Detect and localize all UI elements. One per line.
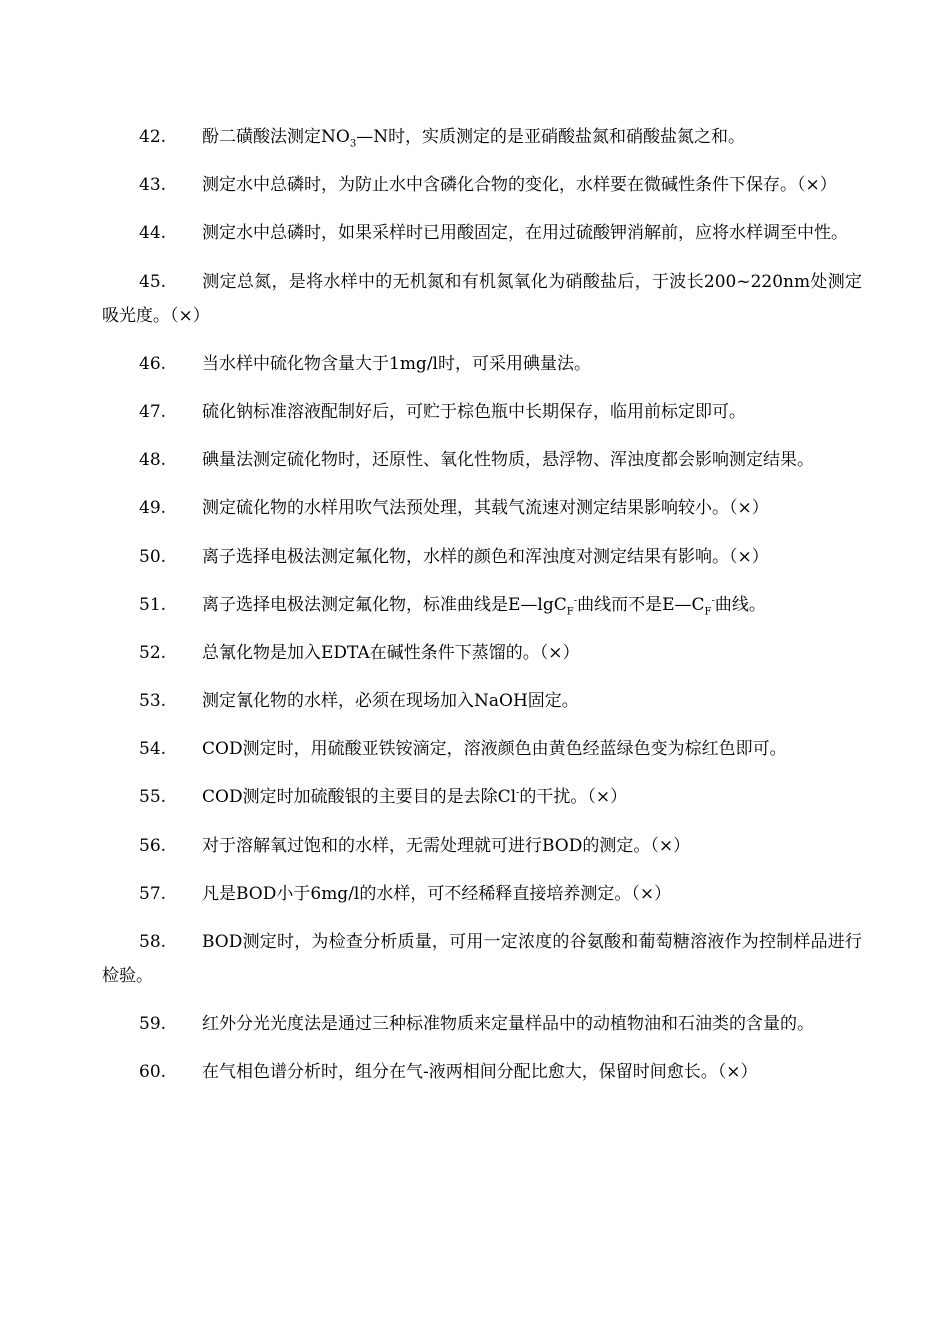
question-item — [102, 1007, 862, 1041]
question-item — [102, 491, 862, 525]
question-item — [102, 1055, 862, 1089]
question-item — [102, 443, 862, 477]
question-number: 49. — [139, 498, 167, 519]
question-item — [102, 636, 862, 670]
question-item — [102, 347, 862, 381]
question-item — [102, 877, 862, 911]
question-text: 硫化钠标准溶液配制好后，可贮于棕色瓶中长期保存，临用前标定即可。 — [202, 401, 746, 422]
question-item — [102, 732, 862, 766]
question-text: 离子选择电极法测定氟化物，标准曲线是E—lgC$_F$-曲线而不是$E—C_F^-$曲线。 — [202, 594, 766, 618]
question-item — [102, 120, 862, 154]
question-item — [102, 925, 862, 993]
question-text: 测定总氮，是将水样中的无机氮和有机氮氧化为硝酸盐后，于波长200~220nm处测定吸光度。（×） — [102, 271, 862, 326]
question-text: 当水样中硫化物含量大于1mg/l时，可采用碘量法。 — [202, 353, 591, 374]
question-text: COD测定时，用硫酸亚铁铵滴定，溶液颜色由黄色经蓝绿色变为棕红色即可。 — [202, 739, 787, 760]
question-number: 50. — [139, 546, 167, 567]
question-item — [102, 168, 862, 202]
question-item — [102, 216, 862, 250]
question-text: COD测定时加硫酸银的主要目的是去除Cl-的干扰。（×） — [202, 787, 628, 808]
question-number: 48. — [139, 450, 167, 471]
question-text: 对于溶解氧过饱和的水样，无需处理就可进行BOD的测定。（×） — [202, 835, 691, 856]
question-number: 47. — [139, 401, 167, 422]
question-item — [102, 780, 862, 814]
question-number: 58. — [139, 932, 167, 952]
question-text: 离子选择电极法测定氟化物，水样的颜色和浑浊度对测定结果有影响。（×） — [202, 546, 769, 567]
question-number: 56. — [139, 835, 167, 856]
question-number: 43. — [139, 175, 167, 196]
question-number: 55. — [139, 787, 167, 808]
question-number: 53. — [139, 691, 167, 712]
question-text: 测定水中总磷时，为防止水中含磷化合物的变化，水样要在微碱性条件下保存。（×） — [202, 175, 837, 196]
question-text: 红外分光光度法是通过三种标准物质来定量样品中的动植物油和石油类的含量的。 — [202, 1014, 814, 1035]
question-text: 在气相色谱分析时，组分在气-液两相间分配比愈大，保留时间愈长。（×） — [202, 1062, 758, 1083]
question-text: 测定水中总磷时，如果采样时已用酸固定，在用过硫酸钾消解前，应将水样调至中性。 — [202, 223, 848, 244]
question-item — [102, 588, 862, 622]
question-text: 凡是BOD小于6mg/l的水样，可不经稀释直接培养测定。（×） — [202, 883, 672, 904]
document-page — [102, 120, 862, 1104]
question-text: 碘量法测定硫化物时，还原性、氧化性物质，悬浮物、浑浊度都会影响测定结果。 — [202, 450, 814, 471]
question-text: 测定氰化物的水样，必须在现场加入NaOH固定。 — [202, 691, 579, 712]
question-item — [102, 684, 862, 718]
question-number: 42. — [139, 127, 167, 147]
question-number: 46. — [139, 353, 167, 374]
question-number: 52. — [139, 642, 167, 663]
question-item — [102, 829, 862, 863]
question-number: 51. — [139, 594, 167, 615]
question-item — [102, 265, 862, 333]
question-number: 60. — [139, 1062, 167, 1083]
question-number: 57. — [139, 883, 167, 904]
question-item — [102, 540, 862, 574]
question-number: 44. — [139, 223, 167, 244]
question-number: 54. — [139, 739, 167, 760]
question-text: BOD测定时，为检查分析质量，可用一定浓度的谷氨酸和葡萄糖溶液作为控制样品进行检验。 — [102, 932, 862, 986]
question-number: 59. — [139, 1014, 167, 1035]
question-item — [102, 395, 862, 429]
question-text: 总氰化物是加入EDTA在碱性条件下蒸馏的。（×） — [202, 642, 580, 663]
question-text: 酚二磺酸法测定$NO_3—N$时，实质测定的是亚硝酸盐氮和硝酸盐氮之和。 — [202, 127, 746, 150]
question-text: 测定硫化物的水样用吹气法预处理，其载气流速对测定结果影响较小。（×） — [202, 498, 769, 519]
question-number: 45. — [139, 271, 167, 292]
